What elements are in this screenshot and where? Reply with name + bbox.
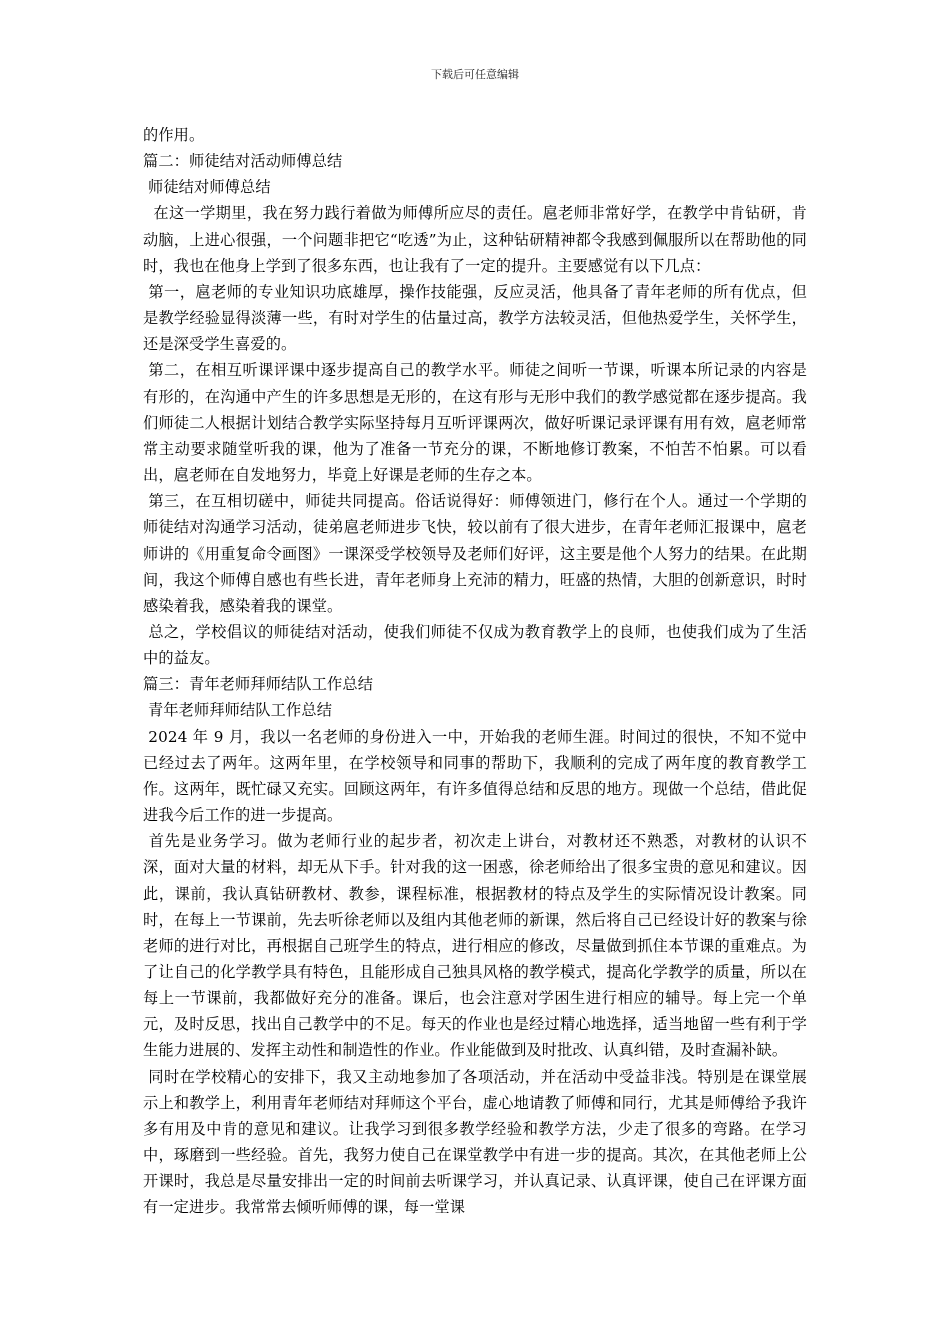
paragraph: 在这一学期里，我在努力践行着做为师傅所应尽的责任。扈老师非常好学，在教学中肯钻研，肯动脑，上进心很强，一个问题非把它“吃透”为止，这种钻研精神都令我感到佩服所以在帮助他的同时，我也在他身上学到了很多东西，也让我有了一定的提升。主要感觉有以下几点： [143,204,807,275]
document-body [143,122,807,1221]
section-heading: 篇三：青年老师拜师结队工作总结 [143,675,374,694]
article-title: 青年老师拜师结队工作总结 [143,701,333,720]
paragraph: 2024 年 9 月，我以一名老师的身份进入一中，开始我的老师生涯。时间过的很快，不知不觉中已经过去了两年。这两年里，在学校领导和同事的帮助下，我顺利的完成了两年度的教育教学工作。这两年，既忙碌又充实。回顾这两年，有许多值得总结和反思的地方。现做一个总结，借此促进我今后工作的进一步提高。 [143,727,807,825]
page-header: 下载后可任意编辑 [431,68,519,81]
paragraph: 总之，学校倡议的师徒结对活动，使我们师徒不仅成为教育教学上的良师，也使我们成为了生活中的益友。 [143,622,807,668]
paragraph: 的作用。 [143,126,205,144]
section-heading: 篇二：师徒结对活动师傅总结 [143,152,343,171]
paragraph: 同时在学校精心的安排下，我又主动地参加了各项活动，并在活动中受益非浅。特别是在课堂展示上和教学上，利用青年老师结对拜师这个平台，虚心地请教了师傅和同行，尤其是师傅给予我许多有用及中肯的意见和建议。让我学习到很多教学经验和教学方法，少走了很多的弯路。在学习中，琢磨到一些经验。首先，我努力使自己在课堂教学中有进一步的提高。其次，在其他老师上公开课时，我总是尽量安排出一定的时间前去听课学习，并认真记录、认真评课，使自己在评课方面有一定进步。我常常去倾听师傅的课，每一堂课 [143,1067,807,1217]
paragraph: 首先是业务学习。做为老师行业的起步者，初次走上讲台，对教材还不熟悉，对教材的认识不深，面对大量的材料，却无从下手。针对我的这一困惑，徐老师给出了很多宝贵的意见和建议。因此，课前，我认真钻研教材、教参，课程标准，根据教材的特点及学生的实际情况设计教案。同时，在每上一节课前，先去听徐老师以及组内其他老师的新课，然后将自己已经设计好的教案与徐老师的进行对比，再根据自己班学生的特点，进行相应的修改，尽量做到抓住本节课的重难点。为了让自己的化学教学具有特色，且能形成自己独具风格的教学模式，提高化学教学的质量，所以在每上一节课前，我都做好充分的准备。课后，也会注意对学困生进行相应的辅导。每上完一个单元，及时反思，找出自己教学中的不足。每天的作业也是经过精心地选择，适当地留一些有利于学生能力进展的、发挥主动性和制造性的作业。作业能做到及时批改、认真纠错，及时查漏补缺。 [143,832,807,1060]
paragraph: 第二，在相互听课评课中逐步提高自己的教学水平。师徒之间听一节课，听课本所记录的内容是有形的，在沟通中产生的许多思想是无形的，在这有形与无形中我们的教学感觉都在逐步提高。我们师徒二人根据计划结合教学实际坚持每月互听评课两次，做好听课记录评课有用有效，扈老师常常主动要求随堂听我的课，他为了准备一节充分的课，不断地修订教案，不怕苦不怕累。可以看出，扈老师在自发地努力，毕竟上好课是老师的生存之本。 [143,361,807,485]
article-title: 师徒结对师傅总结 [143,178,271,197]
paragraph: 第一，扈老师的专业知识功底雄厚，操作技能强，反应灵活，他具备了青年老师的所有优点，但是教学经验显得淡薄一些，有时对学生的估量过高，教学方法较灵活，但他热爱学生，关怀学生，还是深受学生喜爱的。 [143,282,807,354]
paragraph: 第三，在互相切磋中，师徒共同提高。俗话说得好：师傅领进门，修行在个人。通过一个学期的师徒结对沟通学习活动，徒弟扈老师进步飞快，较以前有了很大进步，在青年老师汇报课中，扈老师讲的《用重复命令画图》一课深受学校领导及老师们好评，这主要是他个人努力的结果。在此期间，我这个师傅自感也有些长进，青年老师身上充沛的精力，旺盛的热情，大胆的创新意识，时时感染着我，感染着我的课堂。 [143,492,807,615]
